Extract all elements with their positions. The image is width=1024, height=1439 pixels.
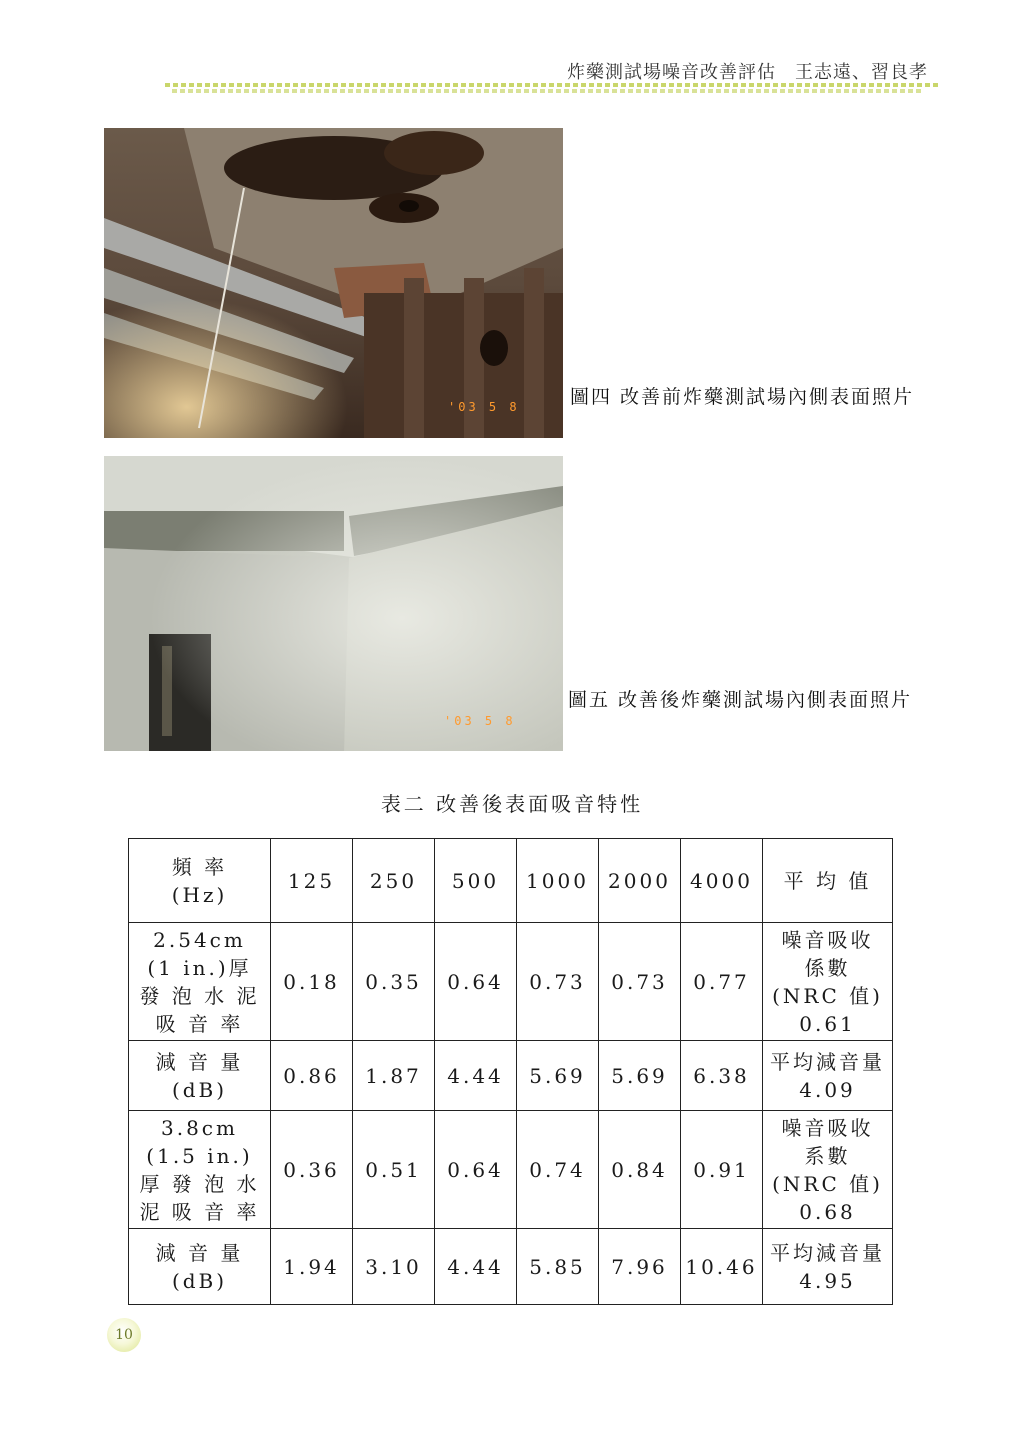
row-label-cell	[129, 923, 271, 1041]
value-cell: 5.69	[599, 1041, 681, 1111]
value-cell: 4.44	[435, 1229, 517, 1305]
frequency-header: 125	[271, 839, 353, 923]
cell-line: (1.5 in.)	[146, 1143, 253, 1168]
row-label-cell	[129, 1041, 271, 1111]
running-header: 炸藥測試場噪音改善評估 王志遠、習良孝	[567, 62, 928, 83]
summary-cell	[763, 1111, 893, 1229]
value-cell: 0.18	[271, 923, 353, 1041]
table-title: 表二 改善後表面吸音特性	[380, 792, 644, 816]
frequency-header: 2000	[599, 839, 681, 923]
frequency-header: 500	[435, 839, 517, 923]
value-cell: 4.44	[435, 1041, 517, 1111]
sound-absorption-table	[128, 838, 893, 1305]
value-cell: 0.36	[271, 1111, 353, 1229]
summary-cell	[763, 1041, 893, 1111]
cell-line: 噪音吸收	[781, 1115, 874, 1140]
value-cell: 1.87	[353, 1041, 435, 1111]
cell-line: (NRC 值)	[772, 983, 883, 1008]
header-dotted-rule	[165, 83, 940, 87]
value-cell: 10.46	[681, 1229, 763, 1305]
cell-line: 0.61	[799, 1011, 856, 1036]
value-cell: 5.85	[517, 1229, 599, 1305]
photo-date-stamp: '03 5 8	[448, 400, 520, 414]
value-cell: 0.64	[435, 923, 517, 1041]
cell-line: 4.09	[799, 1077, 856, 1102]
cell-line: (Hz)	[171, 882, 228, 907]
cell-line: 頻 率	[171, 854, 228, 879]
summary-cell	[763, 1229, 893, 1305]
row-label-cell	[129, 1229, 271, 1305]
value-cell: 5.69	[517, 1041, 599, 1111]
frequency-header: 4000	[681, 839, 763, 923]
cell-line: 噪音吸收	[781, 927, 874, 952]
cell-line: 厚 發 泡 水	[139, 1171, 260, 1196]
cell-line: (NRC 值)	[772, 1171, 883, 1196]
value-cell: 1.94	[271, 1229, 353, 1305]
cell-line: 吸 音 率	[155, 1011, 244, 1036]
header-dotted-rule	[172, 89, 922, 93]
cell-line: (1 in.)厚	[147, 955, 252, 980]
table-row	[129, 923, 893, 1041]
value-cell: 0.91	[681, 1111, 763, 1229]
table-row	[129, 1229, 893, 1305]
frequency-header: 1000	[517, 839, 599, 923]
value-cell: 0.86	[271, 1041, 353, 1111]
cell-line: 平均減音量	[770, 1240, 885, 1265]
table-row	[129, 1111, 893, 1229]
photo-date-stamp: '03 5 8	[444, 714, 516, 728]
table-row	[129, 1041, 893, 1111]
value-cell: 3.10	[353, 1229, 435, 1305]
cell-line: 系數	[804, 1143, 851, 1168]
value-cell: 7.96	[599, 1229, 681, 1305]
value-cell: 0.73	[599, 923, 681, 1041]
page-number: 10	[107, 1318, 141, 1352]
cell-line: 0.68	[799, 1199, 856, 1224]
cell-line: 4.95	[799, 1268, 856, 1293]
frequency-header: 250	[353, 839, 435, 923]
photo-before-improvement	[104, 128, 563, 438]
value-cell: 0.84	[599, 1111, 681, 1229]
value-cell: 0.77	[681, 923, 763, 1041]
value-cell: 0.64	[435, 1111, 517, 1229]
cell-line: 泥 吸 音 率	[139, 1199, 260, 1224]
value-cell: 0.35	[353, 923, 435, 1041]
cell-line: 減 音 量	[155, 1240, 244, 1265]
summary-cell	[763, 923, 893, 1041]
cell-line: 2.54cm	[153, 927, 246, 952]
table-header-row	[129, 839, 893, 923]
photo-after-improvement	[104, 456, 563, 751]
value-cell: 0.73	[517, 923, 599, 1041]
value-cell: 0.51	[353, 1111, 435, 1229]
figure-caption: 圖四 改善前炸藥測試場內側表面照片	[570, 386, 915, 408]
cell-line: 3.8cm	[161, 1115, 238, 1140]
cell-line: 平均減音量	[770, 1049, 885, 1074]
cell-line: (dB)	[171, 1268, 228, 1293]
value-cell: 6.38	[681, 1041, 763, 1111]
summary-header: 平 均 值	[763, 839, 893, 923]
row-label-cell	[129, 1111, 271, 1229]
figure-caption: 圖五 改善後炸藥測試場內側表面照片	[568, 689, 913, 711]
cell-line: 減 音 量	[155, 1049, 244, 1074]
value-cell: 0.74	[517, 1111, 599, 1229]
header-label-cell	[129, 839, 271, 923]
cell-line: 發 泡 水 泥	[139, 983, 260, 1008]
cell-line: 係數	[804, 955, 851, 980]
cell-line: (dB)	[171, 1077, 228, 1102]
